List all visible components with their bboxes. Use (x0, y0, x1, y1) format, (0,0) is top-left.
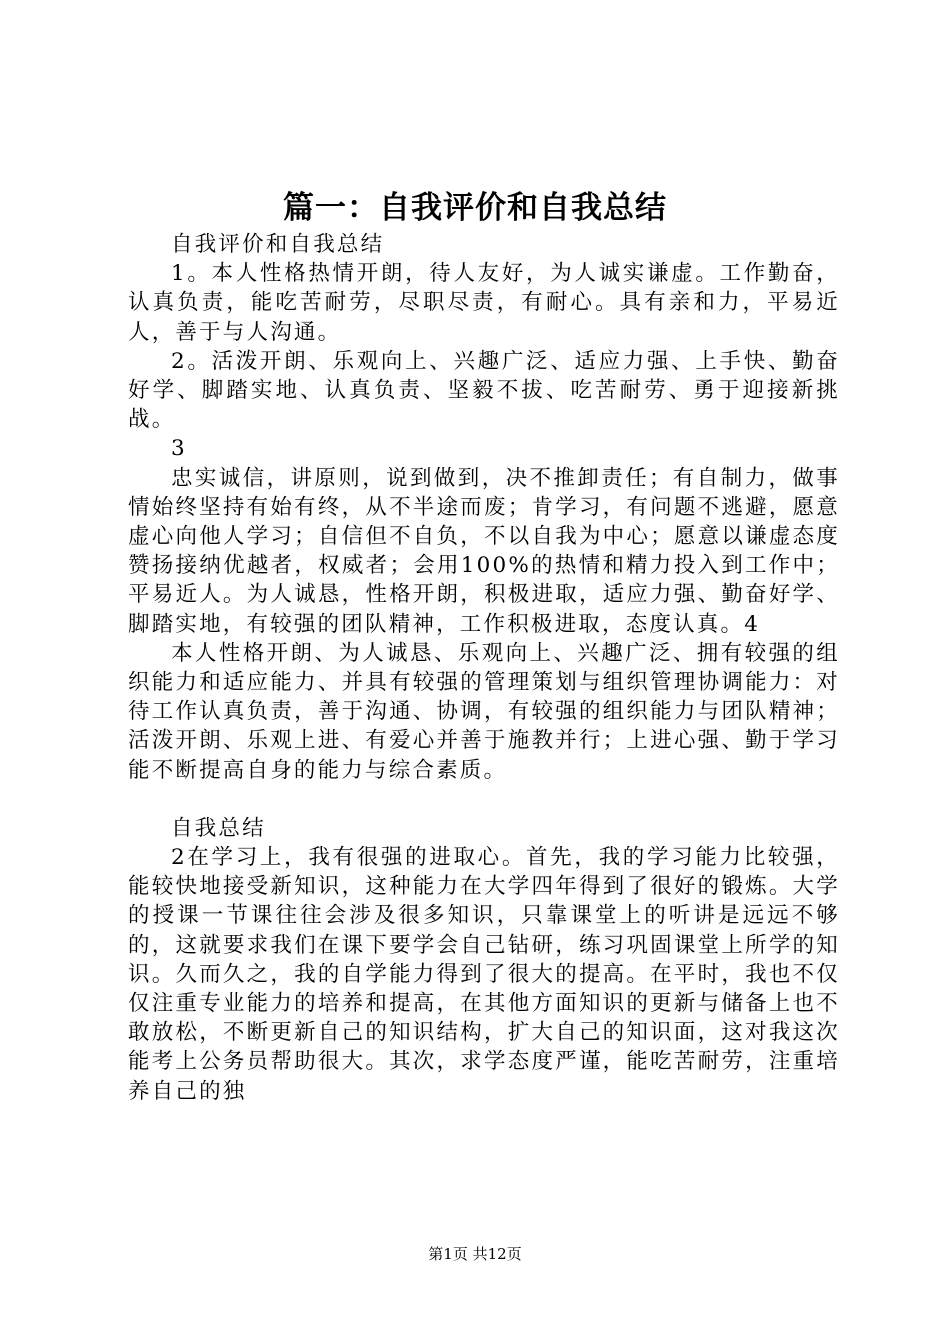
paragraph-heading-evaluation: 自我评价和自我总结 (171, 232, 385, 257)
paragraph-item-3: 忠实诚信，讲原则，说到做到，决不推卸责任；有自制力，做事情始终坚持有始有终，从不半途而废；肯学习，有问题不逃避，愿意虚心向他人学习；自信但不自负，不以自我为中心；愿意以谦虚态度赞扬接纳优越者，权威者；会用100%的热情和精力投入到工作中；平易近人。为人诚恳，性格开朗，积极进取，适应力强、勤奋好学、脚踏实地，有较强的团队精神，工作积极进取，态度认真。4 (128, 465, 840, 637)
paragraph-item-1: 1。本人性格热情开朗，待人友好，为人诚实谦虚。工作勤奋，认真负责，能吃苦耐劳，尽职尽责，有耐心。具有亲和力，平易近人，善于与人沟通。 (128, 261, 840, 345)
paragraph-item-2: 2。活泼开朗、乐观向上、兴趣广泛、适应力强、上手快、勤奋好学、脚踏实地、认真负责、坚毅不拔、吃苦耐劳、勇于迎接新挑战。 (128, 348, 840, 433)
paragraph-heading-summary: 自我总结 (171, 815, 266, 841)
document-body (128, 230, 840, 1106)
document-title: 篇一：自我评价和自我总结 (283, 190, 667, 226)
paragraph-summary-body: 2在学习上，我有很强的进取心。首先，我的学习能力比较强，能较快地接受新知识，这种能力在大学四年得到了很好的锻炼。大学的授课一节课往往会涉及很多知识，只靠课堂上的听讲是远远不够的，这就要求我们在课下要学会自己钻研，练习巩固课堂上所学的知识。久而久之，我的自学能力得到了很大的提高。在平时，我也不仅仅注重专业能力的培养和提高，在其他方面知识的更新与储备上也不敢放松，不断更新自己的知识结构，扩大自己的知识面，这对我这次能考上公务员帮助很大。其次，求学态度严谨，能吃苦耐劳，注重培养自己的独 (128, 845, 840, 1104)
paragraph-item-4: 本人性格开朗、为人诚恳、乐观向上、兴趣广泛、拥有较强的组织能力和适应能力、并具有较强的管理策划与组织管理协调能力：对待工作认真负责，善于沟通、协调，有较强的组织能力与团队精神；活泼开朗、乐观上进、有爱心并善于施教并行；上进心强、勤于学习能不断提高自身的能力与综合素质。 (128, 640, 840, 783)
page-number-footer: 第1页 共12页 (428, 1245, 522, 1263)
paragraph-item-3-number: 3 (171, 436, 187, 462)
